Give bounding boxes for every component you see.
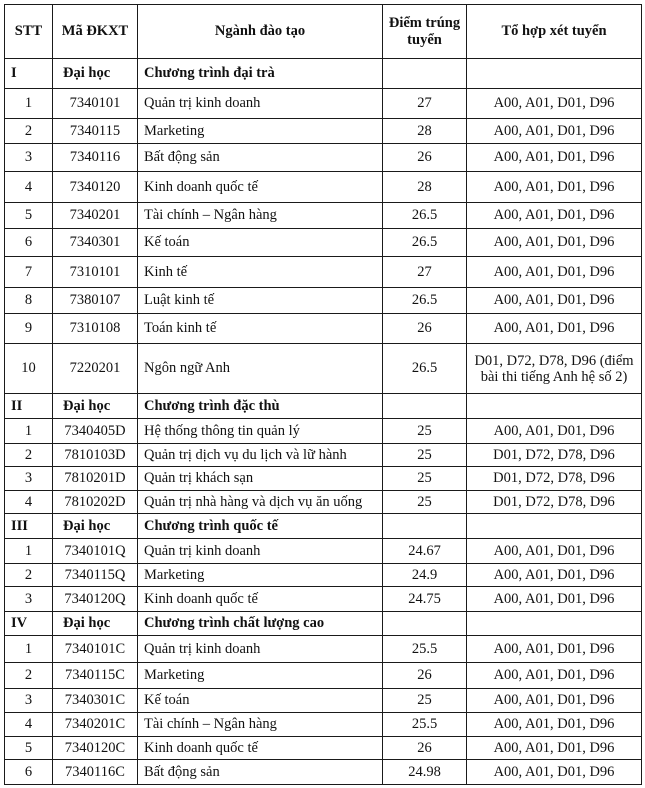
cell-major: Chương trình đại trà <box>138 59 383 89</box>
cell-stt: 6 <box>5 229 53 257</box>
table-row <box>5 257 642 288</box>
cell-score: 27 <box>383 89 467 119</box>
cell-combo: D01, D72, D78, D96 <box>467 444 642 467</box>
cell-code: 7810201D <box>53 467 138 491</box>
cell-stt: 2 <box>5 444 53 467</box>
cell-stt: III <box>5 514 53 539</box>
cell-code: Đại học <box>53 612 138 636</box>
cell-combo: A00, A01, D01, D96 <box>467 587 642 612</box>
cell-combo <box>467 514 642 539</box>
cell-combo: A00, A01, D01, D96 <box>467 119 642 144</box>
cell-major: Quản trị kinh doanh <box>138 636 383 663</box>
cell-stt: 6 <box>5 760 53 785</box>
cell-combo: D01, D72, D78, D96 <box>467 491 642 514</box>
table-row <box>5 444 642 467</box>
table-row <box>5 713 642 737</box>
cell-code: 7340120 <box>53 172 138 203</box>
cell-stt: 3 <box>5 144 53 172</box>
cell-score: 25.5 <box>383 636 467 663</box>
cell-code: Đại học <box>53 514 138 539</box>
cell-code: 7340120C <box>53 737 138 760</box>
cell-combo: A00, A01, D01, D96 <box>467 663 642 689</box>
table-row <box>5 663 642 689</box>
table-row <box>5 344 642 394</box>
cell-major: Chương trình đặc thù <box>138 394 383 419</box>
cell-code: 7380107 <box>53 288 138 314</box>
header-score: Điểm trúng tuyển <box>383 5 467 59</box>
cell-combo: A00, A01, D01, D96 <box>467 89 642 119</box>
cell-stt: 7 <box>5 257 53 288</box>
cell-code: 7340116C <box>53 760 138 785</box>
cell-major: Kinh doanh quốc tế <box>138 587 383 612</box>
header-stt: STT <box>5 5 53 59</box>
table-row <box>5 760 642 785</box>
cell-combo <box>467 394 642 419</box>
cell-major: Kế toán <box>138 689 383 713</box>
cell-code: 7340301 <box>53 229 138 257</box>
table-row <box>5 491 642 514</box>
cell-major: Marketing <box>138 564 383 587</box>
cell-code: 7340201 <box>53 203 138 229</box>
cell-code: 7340101Q <box>53 539 138 564</box>
cell-major: Bất động sản <box>138 760 383 785</box>
cell-code: 7340405D <box>53 419 138 444</box>
cell-combo: A00, A01, D01, D96 <box>467 144 642 172</box>
cell-code: 7340115Q <box>53 564 138 587</box>
cell-stt: 3 <box>5 689 53 713</box>
cell-combo: A00, A01, D01, D96 <box>467 257 642 288</box>
cell-score: 25 <box>383 689 467 713</box>
cell-major: Chương trình quốc tế <box>138 514 383 539</box>
header-major: Ngành đào tạo <box>138 5 383 59</box>
cell-combo: A00, A01, D01, D96 <box>467 203 642 229</box>
cell-score <box>383 394 467 419</box>
cell-code: 7340115C <box>53 663 138 689</box>
table-row <box>5 737 642 760</box>
cell-code: 7310108 <box>53 314 138 344</box>
cell-stt: IV <box>5 612 53 636</box>
cell-stt: 4 <box>5 172 53 203</box>
table-row <box>5 119 642 144</box>
table-body <box>5 59 642 785</box>
section-row <box>5 59 642 89</box>
cell-code: 7340201C <box>53 713 138 737</box>
cell-major: Marketing <box>138 119 383 144</box>
cell-code: 7340120Q <box>53 587 138 612</box>
table-row <box>5 314 642 344</box>
cell-combo <box>467 59 642 89</box>
cell-score: 24.98 <box>383 760 467 785</box>
cell-major: Quản trị kinh doanh <box>138 89 383 119</box>
cell-code: 7340115 <box>53 119 138 144</box>
cell-combo: A00, A01, D01, D96 <box>467 689 642 713</box>
table-row <box>5 288 642 314</box>
cell-stt: 2 <box>5 119 53 144</box>
cell-stt: 10 <box>5 344 53 394</box>
cell-major: Kinh doanh quốc tế <box>138 737 383 760</box>
cell-score: 26 <box>383 663 467 689</box>
table-row <box>5 419 642 444</box>
table-row <box>5 587 642 612</box>
cell-major: Quản trị khách sạn <box>138 467 383 491</box>
cell-combo: A00, A01, D01, D96 <box>467 713 642 737</box>
cell-score: 26.5 <box>383 229 467 257</box>
cell-combo: A00, A01, D01, D96 <box>467 760 642 785</box>
cell-major: Luật kinh tế <box>138 288 383 314</box>
cell-combo: A00, A01, D01, D96 <box>467 564 642 587</box>
table-row <box>5 539 642 564</box>
table-row <box>5 203 642 229</box>
cell-combo: D01, D72, D78, D96 <box>467 467 642 491</box>
table-row <box>5 144 642 172</box>
cell-code: 7340101C <box>53 636 138 663</box>
table-row <box>5 467 642 491</box>
cell-code: 7340301C <box>53 689 138 713</box>
table-row <box>5 689 642 713</box>
admission-score-table <box>4 4 642 785</box>
table-row <box>5 89 642 119</box>
cell-score <box>383 514 467 539</box>
cell-stt: 1 <box>5 419 53 444</box>
cell-stt: 1 <box>5 89 53 119</box>
cell-code: Đại học <box>53 394 138 419</box>
cell-stt: 5 <box>5 737 53 760</box>
cell-score: 26 <box>383 737 467 760</box>
cell-major: Quản trị dịch vụ du lịch và lữ hành <box>138 444 383 467</box>
cell-stt: 5 <box>5 203 53 229</box>
cell-major: Quản trị nhà hàng và dịch vụ ăn uống <box>138 491 383 514</box>
cell-major: Marketing <box>138 663 383 689</box>
cell-major: Hệ thống thông tin quản lý <box>138 419 383 444</box>
cell-score: 24.9 <box>383 564 467 587</box>
cell-score: 25 <box>383 491 467 514</box>
cell-major: Kinh doanh quốc tế <box>138 172 383 203</box>
section-row <box>5 514 642 539</box>
cell-combo: A00, A01, D01, D96 <box>467 419 642 444</box>
cell-combo: A00, A01, D01, D96 <box>467 636 642 663</box>
cell-combo <box>467 612 642 636</box>
cell-stt: 3 <box>5 587 53 612</box>
cell-combo: D01, D72, D78, D96 (điểm bài thi tiếng Anh hệ số 2) <box>467 344 642 394</box>
cell-score: 24.67 <box>383 539 467 564</box>
cell-score: 26.5 <box>383 344 467 394</box>
cell-code: Đại học <box>53 59 138 89</box>
cell-major: Bất động sản <box>138 144 383 172</box>
cell-score: 27 <box>383 257 467 288</box>
cell-major: Toán kinh tế <box>138 314 383 344</box>
cell-score: 25 <box>383 444 467 467</box>
cell-combo: A00, A01, D01, D96 <box>467 229 642 257</box>
cell-code: 7340101 <box>53 89 138 119</box>
table-header-row <box>5 5 642 59</box>
cell-stt: 1 <box>5 539 53 564</box>
cell-combo: A00, A01, D01, D96 <box>467 314 642 344</box>
cell-score: 24.75 <box>383 587 467 612</box>
cell-score <box>383 612 467 636</box>
cell-combo: A00, A01, D01, D96 <box>467 288 642 314</box>
cell-major: Ngôn ngữ Anh <box>138 344 383 394</box>
cell-stt: 1 <box>5 636 53 663</box>
cell-stt: 2 <box>5 564 53 587</box>
cell-stt: I <box>5 59 53 89</box>
cell-stt: 9 <box>5 314 53 344</box>
cell-score: 28 <box>383 172 467 203</box>
cell-stt: 3 <box>5 467 53 491</box>
cell-score: 26.5 <box>383 288 467 314</box>
cell-combo: A00, A01, D01, D96 <box>467 737 642 760</box>
cell-stt: 2 <box>5 663 53 689</box>
cell-major: Kinh tế <box>138 257 383 288</box>
cell-score: 26 <box>383 144 467 172</box>
cell-score: 25 <box>383 419 467 444</box>
cell-score: 28 <box>383 119 467 144</box>
table-row <box>5 229 642 257</box>
cell-code: 7310101 <box>53 257 138 288</box>
cell-major: Chương trình chất lượng cao <box>138 612 383 636</box>
cell-score: 25 <box>383 467 467 491</box>
table-row <box>5 172 642 203</box>
header-code: Mã ĐKXT <box>53 5 138 59</box>
cell-code: 7340116 <box>53 144 138 172</box>
section-row <box>5 612 642 636</box>
cell-major: Kế toán <box>138 229 383 257</box>
cell-score: 26 <box>383 314 467 344</box>
table-row <box>5 636 642 663</box>
cell-code: 7220201 <box>53 344 138 394</box>
cell-stt: 8 <box>5 288 53 314</box>
cell-score <box>383 59 467 89</box>
cell-combo: A00, A01, D01, D96 <box>467 539 642 564</box>
cell-stt: 4 <box>5 491 53 514</box>
cell-score: 25.5 <box>383 713 467 737</box>
cell-major: Quản trị kinh doanh <box>138 539 383 564</box>
cell-stt: 4 <box>5 713 53 737</box>
cell-stt: II <box>5 394 53 419</box>
cell-code: 7810103D <box>53 444 138 467</box>
cell-code: 7810202D <box>53 491 138 514</box>
cell-score: 26.5 <box>383 203 467 229</box>
section-row <box>5 394 642 419</box>
header-combo: Tổ hợp xét tuyển <box>467 5 642 59</box>
table-row <box>5 564 642 587</box>
cell-combo: A00, A01, D01, D96 <box>467 172 642 203</box>
cell-major: Tài chính – Ngân hàng <box>138 713 383 737</box>
cell-major: Tài chính – Ngân hàng <box>138 203 383 229</box>
